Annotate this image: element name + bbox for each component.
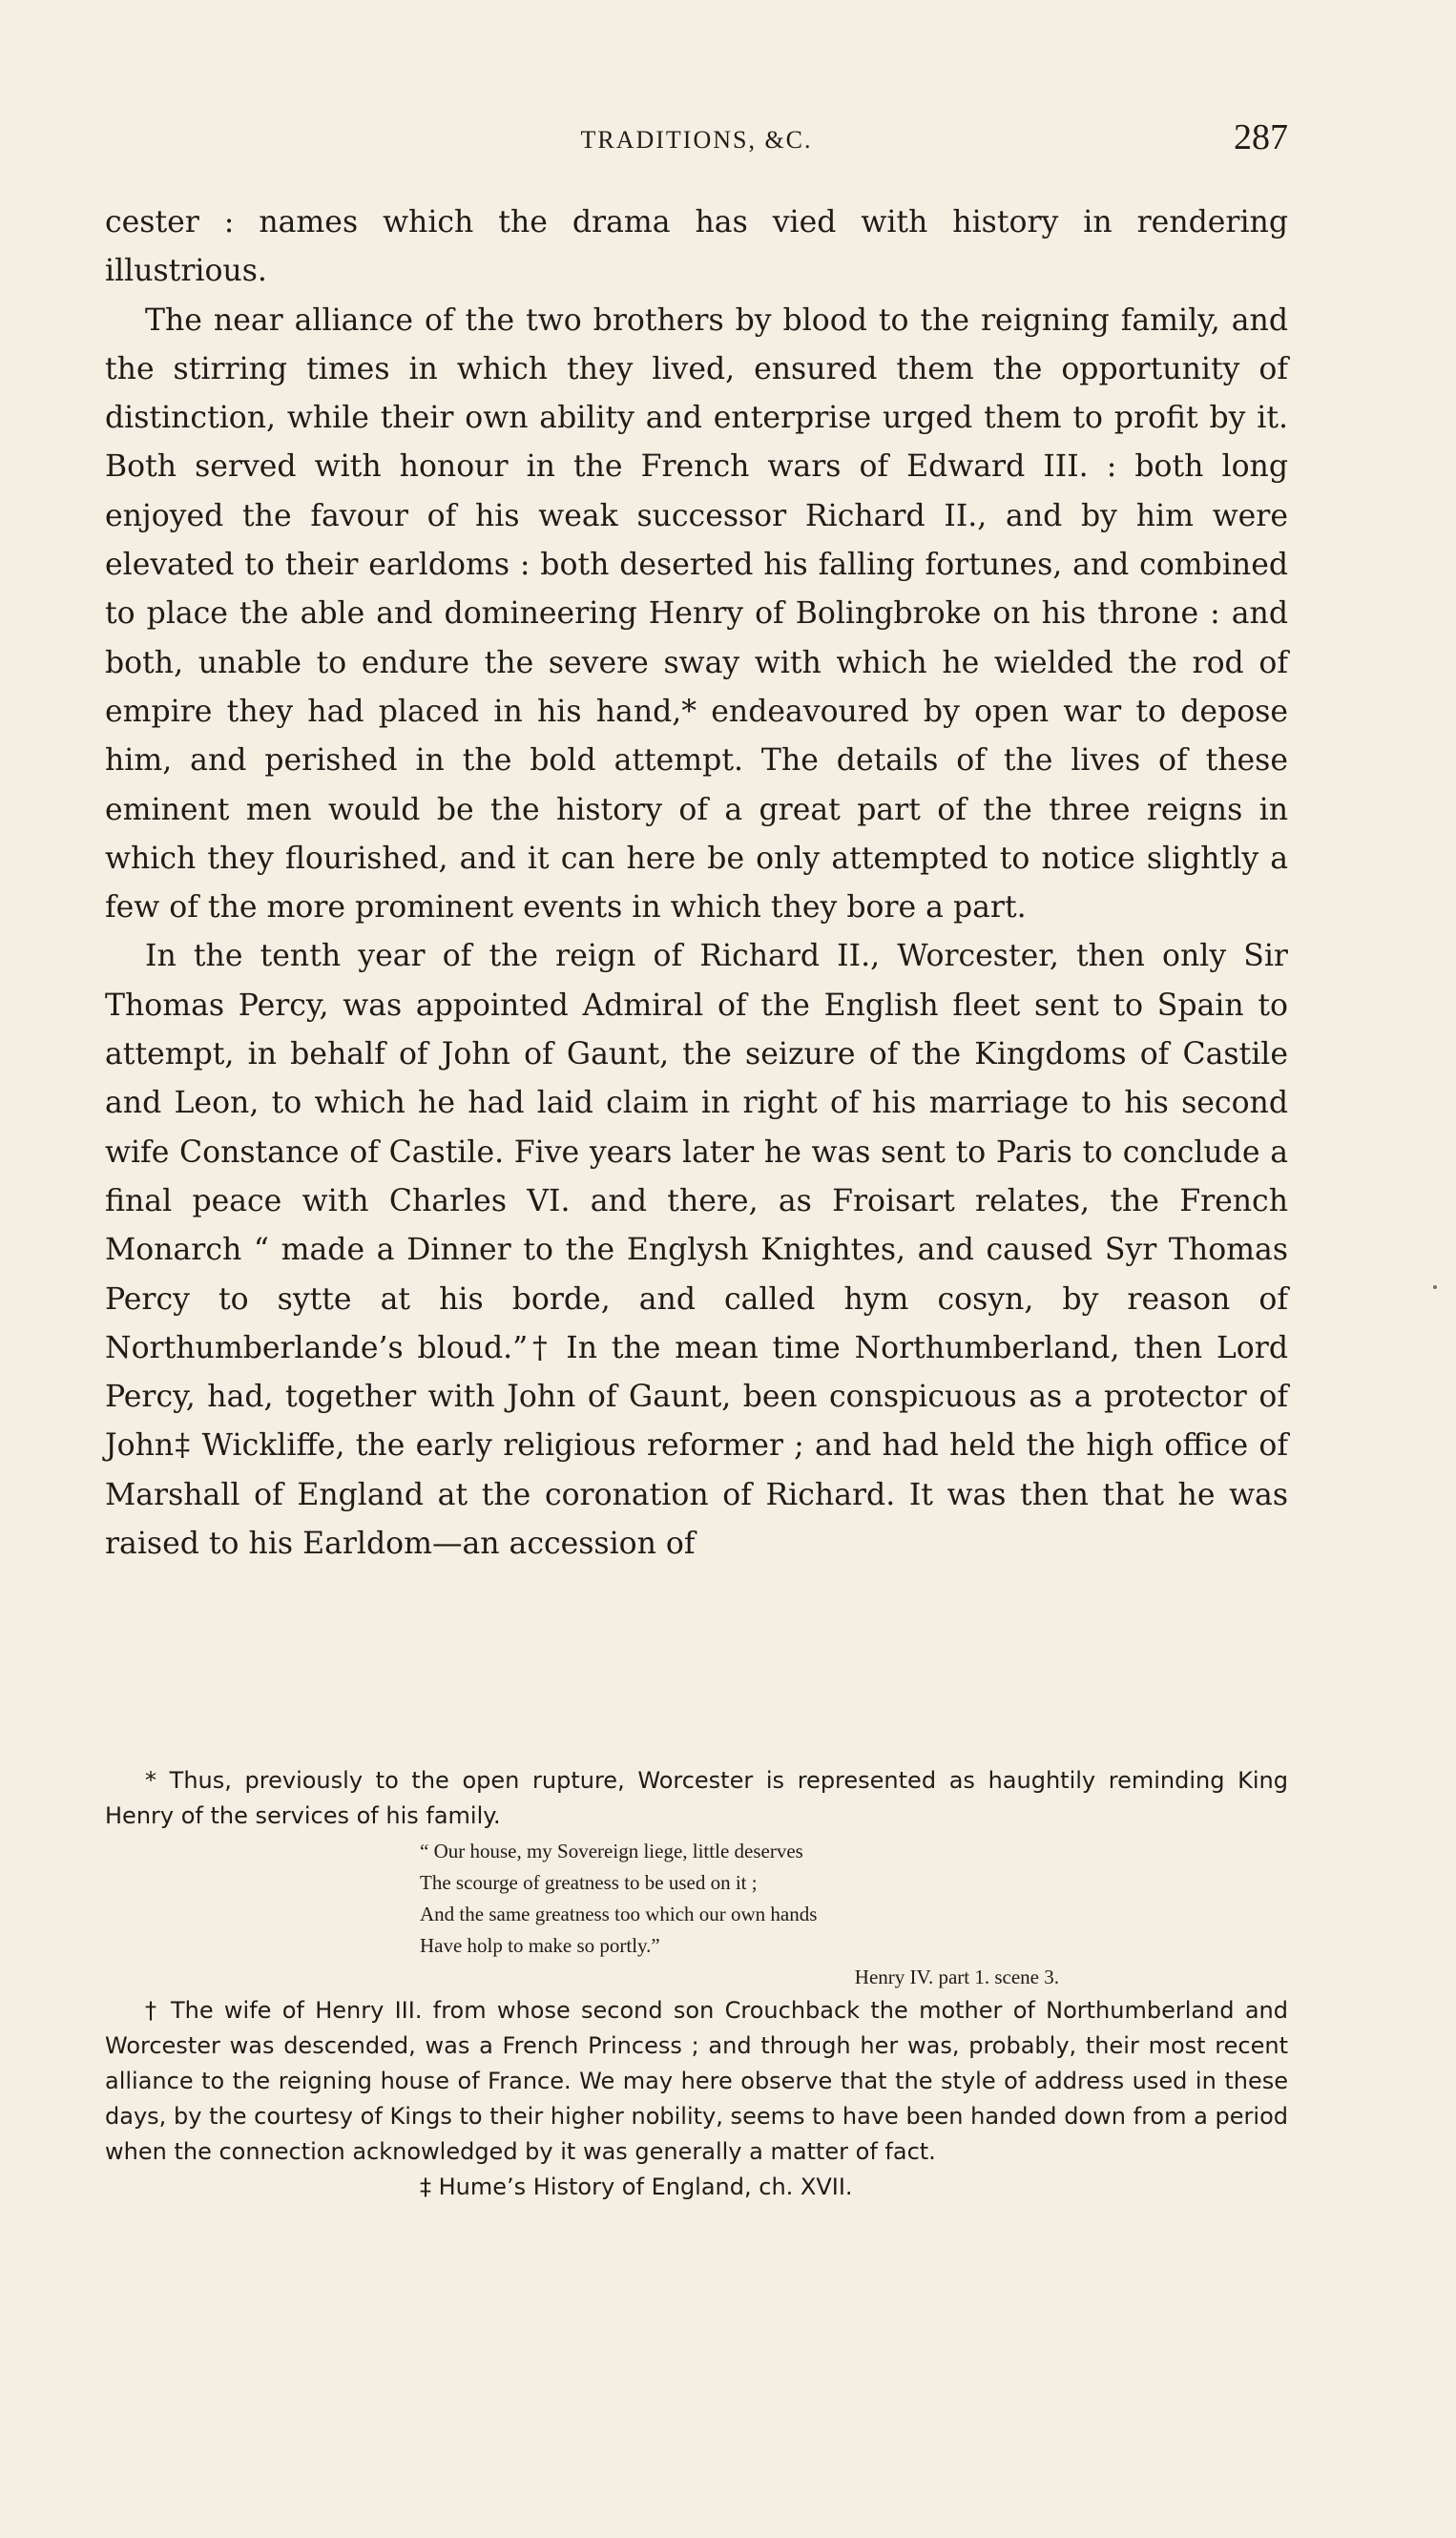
verse-citation: Henry IV. part 1. scene 3. — [854, 1966, 1059, 1988]
footnote-3: ‡ Hume’s History of England, ch. XVII. — [420, 2174, 853, 2200]
running-head — [105, 114, 1288, 172]
running-title: TRADITIONS, &C. — [580, 126, 813, 154]
verse-line: Have holp to make so portly.” — [420, 1934, 660, 1957]
paragraph-continuation: cester : names which the drama has vied with history in rendering illustrious. — [105, 205, 1288, 289]
footnote-2: † The wife of Henry III. from whose second son Crouchback the mother of Northumberland and Worcester was descended, was a French Princess ; and through her was, probably, their most recent alliance to the reigning house of France. We may here observe that the style of address used in these days, by the courtesy of Kings to their higher nobility, seems to have been handed down from a period when the connection acknowledged by it was generally a matter of fact. — [105, 1997, 1288, 2165]
verse-line: And the same greatness too which our own hands — [420, 1903, 818, 1925]
paragraph-tenth-year: In the tenth year of the reign of Richard II., Worcester, then only Sir Thomas Percy, was appointed Admiral of the English fleet sent to Spain to attempt, in behalf of John of Gaunt, the seizure of the Kingdoms of Castile and Leon, to which he had laid claim in right of his marriage to his second wife Constance of Castile. Five years later he was sent to Paris to conclude a final peace with Charles VI. and there, as Froisart relates, the French Monarch “ made a Dinner to the Englysh Knightes, and caused Syr Thomas Percy to sytte at his borde, and called hym cosyn, by reason of Northumberlande’s bloud.”† In the mean time Northumberland, then Lord Percy, had, together with John of Gaunt, been conspicuous as a protector of John‡ Wickliffe, the early religious reformer ; and had held the high office of Marshall of England at the coronation of Richard. It was then that he was raised to his Earldom—an accession of — [105, 939, 1288, 1562]
verse-line: The scourge of greatness to be used on it ; — [420, 1871, 758, 1894]
footnotes — [105, 1763, 1288, 2205]
main-text — [105, 198, 1288, 1569]
paper-speck — [1433, 1285, 1437, 1289]
paragraph-brothers: The near alliance of the two brothers by blood to the reigning family, and the stirring times in which they lived, ensured them the opportunity of distinction, while their own ability and enterprise urged them to profit by it. Both served with honour in the French wars of Edward III. : both long enjoyed the favour of his weak successor Richard II., and by him were elevated to their earldoms : both deserted his falling fortunes, and combined to place the able and domineering Henry of Bolingbroke on his throne : and both, unable to endure the severe sway with which he wielded the rod of empire they had placed in his hand,* endeavoured by open war to depose him, and perished in the bold attempt. The details of the lives of these eminent men would be the history of a great part of the three reigns in which they flourished, and it can here be only attempted to notice slightly a few of the more prominent events in which they bore a part. — [105, 302, 1288, 926]
footnote-1: * Thus, previously to the open rupture, Worcester is represented as haughtily reminding King Henry of the services of his family. — [105, 1767, 1288, 1829]
page-number: 287 — [1234, 117, 1288, 157]
footnote-verse — [420, 1836, 1288, 1962]
verse-line: “ Our house, my Sovereign liege, little deserves — [420, 1840, 803, 1862]
